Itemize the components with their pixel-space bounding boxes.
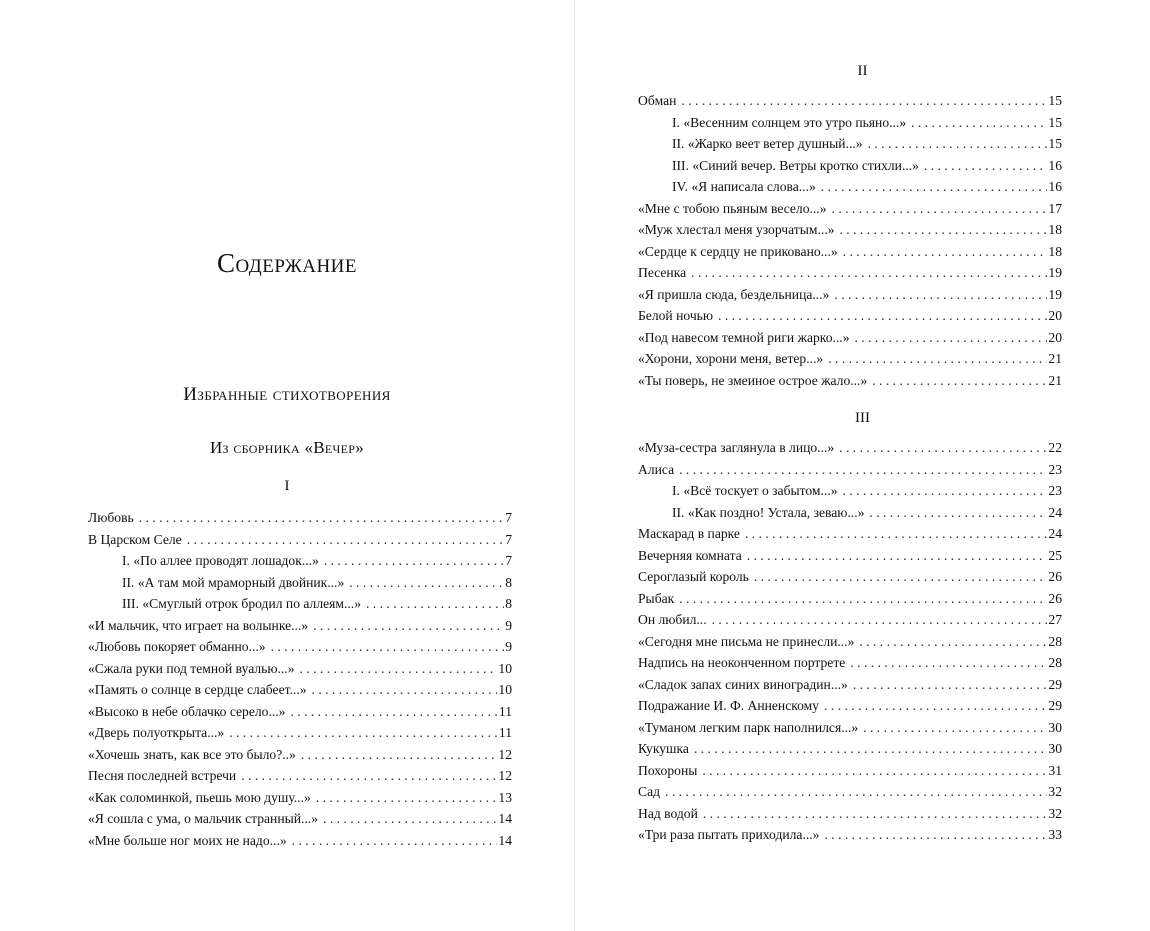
- toc-entry[interactable]: [638, 219, 1062, 241]
- toc-entry-title: В Царском Селе: [88, 531, 182, 547]
- toc-entry-page: 8: [505, 596, 512, 611]
- toc-entry[interactable]: [638, 437, 1062, 459]
- toc-entry-title: Подражание И. Ф. Анненскому: [638, 698, 820, 713]
- toc-entry[interactable]: [638, 803, 1062, 825]
- toc-entry-page: 29: [1048, 698, 1062, 713]
- toc-entry-title: «Хорони, хорони меня, ветер...»: [638, 351, 824, 366]
- toc-subentry[interactable]: [88, 550, 512, 572]
- toc-entry[interactable]: [638, 284, 1062, 306]
- toc-subentry[interactable]: [638, 176, 1062, 198]
- toc-entry[interactable]: [638, 781, 1062, 803]
- dot-leader: [850, 652, 1047, 674]
- toc-entry-title: «Высоко в небе облачко серело...»: [88, 703, 286, 719]
- toc-entry-page: 29: [1048, 676, 1062, 692]
- toc-entry[interactable]: [638, 459, 1062, 481]
- toc-entry[interactable]: [88, 507, 512, 529]
- dot-leader: [681, 90, 1047, 112]
- dot-leader: [241, 765, 497, 787]
- toc-entry-title: «Муза-сестра заглянула в лицо...»: [638, 440, 835, 455]
- toc-entry-title: «Любовь покоряет обманно...»: [88, 639, 266, 654]
- dot-leader: [834, 284, 1047, 306]
- toc-entry-page: 10: [498, 682, 512, 697]
- dot-leader: [324, 550, 504, 572]
- toc-entry-page: 18: [1048, 222, 1062, 237]
- dot-leader: [712, 609, 1048, 631]
- toc-entry-page: 14: [498, 832, 512, 848]
- toc-entry[interactable]: [638, 305, 1062, 327]
- toc-entry-page: 12: [498, 768, 512, 783]
- toc-entry[interactable]: [638, 566, 1062, 588]
- toc-list-part-one: [88, 507, 512, 851]
- toc-entry-page: 32: [1048, 805, 1062, 821]
- toc-entry-page: 10: [498, 660, 512, 676]
- toc-entry-page: 24: [1048, 504, 1062, 520]
- toc-entry-title: I. «Весенним солнцем это утро пьяно...»: [672, 114, 907, 130]
- toc-subentry[interactable]: [638, 155, 1062, 177]
- dot-leader: [911, 112, 1047, 134]
- toc-entry[interactable]: [88, 808, 512, 830]
- toc-entry[interactable]: [638, 370, 1062, 392]
- toc-entry-page: 31: [1048, 762, 1062, 778]
- toc-entry-page: 33: [1048, 827, 1062, 842]
- toc-entry[interactable]: [88, 787, 512, 809]
- toc-entry[interactable]: [638, 631, 1062, 653]
- dot-leader: [872, 370, 1047, 392]
- dot-leader: [679, 459, 1047, 481]
- toc-entry-page: 7: [505, 510, 512, 525]
- dot-leader: [839, 219, 1047, 241]
- toc-entry[interactable]: [638, 545, 1062, 567]
- dot-leader: [229, 722, 498, 744]
- toc-entry[interactable]: [638, 523, 1062, 545]
- dot-leader: [139, 507, 504, 529]
- toc-entry[interactable]: [88, 615, 512, 637]
- toc-entry[interactable]: [88, 701, 512, 723]
- dot-leader: [824, 695, 1047, 717]
- toc-entry-page: 30: [1048, 741, 1062, 756]
- toc-entry[interactable]: [638, 652, 1062, 674]
- toc-entry-title: III. «Синий вечер. Ветры кротко стихли...»: [672, 157, 919, 173]
- toc-entry-page: 18: [1048, 243, 1062, 259]
- toc-entry[interactable]: [638, 609, 1062, 631]
- toc-entry-title: «Сердце к сердцу не приковано...»: [638, 243, 838, 259]
- toc-entry[interactable]: [638, 738, 1062, 760]
- toc-entry-page: 15: [1048, 93, 1062, 108]
- toc-subentry[interactable]: [638, 480, 1062, 502]
- toc-entry-title: «Сладок запах синих виноградин...»: [638, 676, 848, 692]
- dot-leader: [703, 803, 1048, 825]
- toc-entry-title: Кукушка: [638, 741, 689, 756]
- dot-leader: [869, 502, 1047, 524]
- toc-entry-title: «Память о солнце в сердце слабеет...»: [88, 682, 307, 697]
- dot-leader: [702, 760, 1047, 782]
- toc-entry-page: 11: [498, 703, 512, 719]
- dot-leader: [863, 717, 1047, 739]
- toc-entry-title: Надпись на неоконченном портрете: [638, 655, 846, 670]
- toc-entry-title: IV. «Я написала слова...»: [672, 179, 816, 194]
- toc-entry-page: 16: [1048, 157, 1062, 173]
- toc-entry-page: 26: [1048, 590, 1062, 606]
- dot-leader: [349, 572, 504, 594]
- dot-leader: [855, 327, 1048, 349]
- toc-entry-title: «И мальчик, что играет на волынке...»: [88, 617, 309, 633]
- dot-leader: [747, 545, 1048, 567]
- toc-entry-title: II. «Как поздно! Устала, зеваю...»: [672, 504, 865, 520]
- dot-leader: [821, 176, 1048, 198]
- toc-entry-page: 13: [498, 789, 512, 805]
- toc-entry-page: 17: [1048, 200, 1062, 216]
- dot-leader: [859, 631, 1047, 653]
- toc-entry-title: «Я пришла сюда, бездельница...»: [638, 286, 830, 302]
- dot-leader: [679, 588, 1047, 610]
- toc-entry[interactable]: [638, 327, 1062, 349]
- toc-entry-page: 15: [1048, 136, 1062, 151]
- dot-leader: [839, 437, 1047, 459]
- toc-entry-title: II. «А там мой мраморный двойник...»: [122, 574, 345, 590]
- toc-entry[interactable]: [638, 262, 1062, 284]
- toc-entry-title: «Мне больше ног моих не надо...»: [88, 832, 287, 848]
- toc-entry-title: «Сжала руки под темной вуалью...»: [88, 660, 295, 676]
- toc-entry-page: 9: [505, 617, 512, 633]
- toc-entry-title: Обман: [638, 93, 677, 108]
- dot-leader: [313, 615, 504, 637]
- dot-leader: [301, 744, 498, 766]
- toc-list-part-two: [638, 90, 1062, 391]
- toc-entry-title: «Как соломинкой, пьешь мою душу...»: [88, 789, 311, 805]
- toc-entry-title: Похороны: [638, 762, 698, 778]
- toc-entry-page: 16: [1048, 179, 1062, 194]
- dot-leader: [665, 781, 1047, 803]
- dot-leader: [824, 824, 1047, 846]
- toc-entry[interactable]: [88, 636, 512, 658]
- toc-entry-title: Белой ночью: [638, 308, 714, 323]
- toc-entry-title: «Сегодня мне письма не принесли...»: [638, 633, 855, 649]
- toc-entry-page: 30: [1048, 719, 1062, 735]
- toc-entry-title: Вечерняя комната: [638, 547, 742, 563]
- toc-entry-title: Маскарад в парке: [638, 526, 740, 541]
- subsection-title: Из сборника «Вечер»: [209, 438, 365, 457]
- toc-entry-title: Песня последней встречи: [88, 768, 237, 783]
- toc-entry-page: 26: [1048, 569, 1062, 584]
- toc-entry[interactable]: [88, 529, 512, 551]
- toc-entry-page: 27: [1048, 612, 1062, 627]
- toc-entry[interactable]: [88, 722, 512, 744]
- toc-entry[interactable]: [638, 695, 1062, 717]
- toc-entry-page: 21: [1048, 351, 1062, 366]
- dot-leader: [300, 658, 498, 680]
- part-two-label: II: [857, 63, 868, 79]
- toc-entry-title: «Мне с тобою пьяным весело...»: [638, 200, 827, 216]
- toc-entry-page: 20: [1048, 329, 1062, 345]
- toc-entry-title: Песенка: [638, 265, 687, 280]
- toc-entry-page: 25: [1048, 547, 1062, 563]
- toc-entry[interactable]: [638, 717, 1062, 739]
- toc-entry-title: I. «Всё тоскует о забытом...»: [672, 483, 838, 498]
- right-page: [575, 0, 1150, 931]
- toc-entry[interactable]: [638, 90, 1062, 112]
- dot-leader: [292, 830, 498, 852]
- toc-entry-title: III. «Смуглый отрок бродил по аллеям...»: [122, 596, 361, 611]
- dot-leader: [366, 593, 504, 615]
- toc-entry-page: 9: [505, 639, 512, 654]
- toc-entry-title: Сад: [638, 784, 661, 799]
- toc-entry-page: 7: [505, 553, 512, 568]
- toc-entry-title: Над водой: [638, 805, 698, 821]
- toc-entry-title: I. «По аллее проводят лошадок...»: [122, 553, 319, 568]
- toc-entry-title: «Туманом легким парк наполнился...»: [638, 719, 859, 735]
- dot-leader: [924, 155, 1047, 177]
- dot-leader: [323, 808, 497, 830]
- toc-subentry[interactable]: [638, 133, 1062, 155]
- toc-entry-title: «Под навесом темной риги жарко...»: [638, 329, 850, 345]
- toc-entry-page: 15: [1048, 114, 1062, 130]
- toc-entry-page: 22: [1048, 440, 1062, 455]
- toc-entry[interactable]: [638, 674, 1062, 696]
- toc-subentry[interactable]: [638, 502, 1062, 524]
- dot-leader: [271, 636, 505, 658]
- toc-entry-page: 19: [1048, 286, 1062, 302]
- dot-leader: [754, 566, 1048, 588]
- toc-entry[interactable]: [88, 765, 512, 787]
- part-one-label: I: [284, 478, 290, 494]
- part-three-label: III: [855, 410, 870, 426]
- dot-leader: [843, 241, 1048, 263]
- toc-entry[interactable]: [638, 824, 1062, 846]
- dot-leader: [843, 480, 1048, 502]
- toc-entry-title: «Муж хлестал меня узорчатым...»: [638, 222, 835, 237]
- dot-leader: [745, 523, 1047, 545]
- toc-entry-page: 28: [1048, 633, 1062, 649]
- toc-entry-title: Он любил...: [638, 612, 707, 627]
- toc-entry[interactable]: [88, 679, 512, 701]
- toc-entry-title: «Ты поверь, не змеиное острое жало...»: [638, 372, 868, 388]
- toc-entry-page: 14: [498, 811, 512, 826]
- toc-entry-page: 28: [1048, 655, 1062, 670]
- toc-subentry[interactable]: [88, 572, 512, 594]
- toc-entry[interactable]: [638, 198, 1062, 220]
- section-title: Избранные стихотворения: [183, 384, 391, 405]
- toc-entry[interactable]: [638, 348, 1062, 370]
- dot-leader: [694, 738, 1047, 760]
- dot-leader: [290, 701, 497, 723]
- toc-entry[interactable]: [88, 744, 512, 766]
- dot-leader: [853, 674, 1048, 696]
- toc-list-part-three: [638, 437, 1062, 846]
- toc-entry-page: 24: [1048, 526, 1062, 541]
- toc-entry-page: 32: [1048, 784, 1062, 799]
- toc-entry[interactable]: [88, 830, 512, 852]
- toc-entry-page: 7: [505, 531, 512, 547]
- toc-entry[interactable]: [638, 588, 1062, 610]
- dot-leader: [691, 262, 1047, 284]
- dot-leader: [312, 679, 498, 701]
- toc-entry-page: 20: [1048, 308, 1062, 323]
- dot-leader: [828, 348, 1047, 370]
- toc-entry[interactable]: [88, 658, 512, 680]
- toc-entry-title: «Три раза пытать приходила...»: [638, 827, 820, 842]
- toc-entry-title: Сероглазый король: [638, 569, 749, 584]
- toc-entry-page: 23: [1048, 483, 1062, 498]
- toc-entry-title: Алиса: [638, 461, 675, 477]
- toc-subentry[interactable]: [88, 593, 512, 615]
- dot-leader: [187, 529, 505, 551]
- toc-subentry[interactable]: [638, 112, 1062, 134]
- toc-entry-page: 8: [505, 574, 512, 590]
- toc-entry[interactable]: [638, 760, 1062, 782]
- toc-entry-title: II. «Жарко веет ветер душный...»: [672, 136, 863, 151]
- toc-entry-title: «Я сошла с ума, о мальчик странный...»: [88, 811, 319, 826]
- toc-entry-page: 21: [1048, 372, 1062, 388]
- toc-entry-title: Рыбак: [638, 590, 675, 606]
- toc-entry-page: 23: [1048, 461, 1062, 477]
- contents-title: Содержание: [216, 248, 358, 278]
- dot-leader: [718, 305, 1047, 327]
- toc-entry-page: 11: [498, 725, 512, 740]
- toc-entry-page: 12: [498, 746, 512, 762]
- toc-entry[interactable]: [638, 241, 1062, 263]
- toc-entry-title: «Хочешь знать, как все это было?..»: [88, 746, 296, 762]
- dot-leader: [868, 133, 1048, 155]
- dot-leader: [832, 198, 1048, 220]
- dot-leader: [316, 787, 498, 809]
- toc-entry-page: 19: [1048, 265, 1062, 280]
- toc-entry-title: Любовь: [88, 510, 134, 525]
- toc-entry-title: «Дверь полуоткрыта...»: [88, 725, 225, 740]
